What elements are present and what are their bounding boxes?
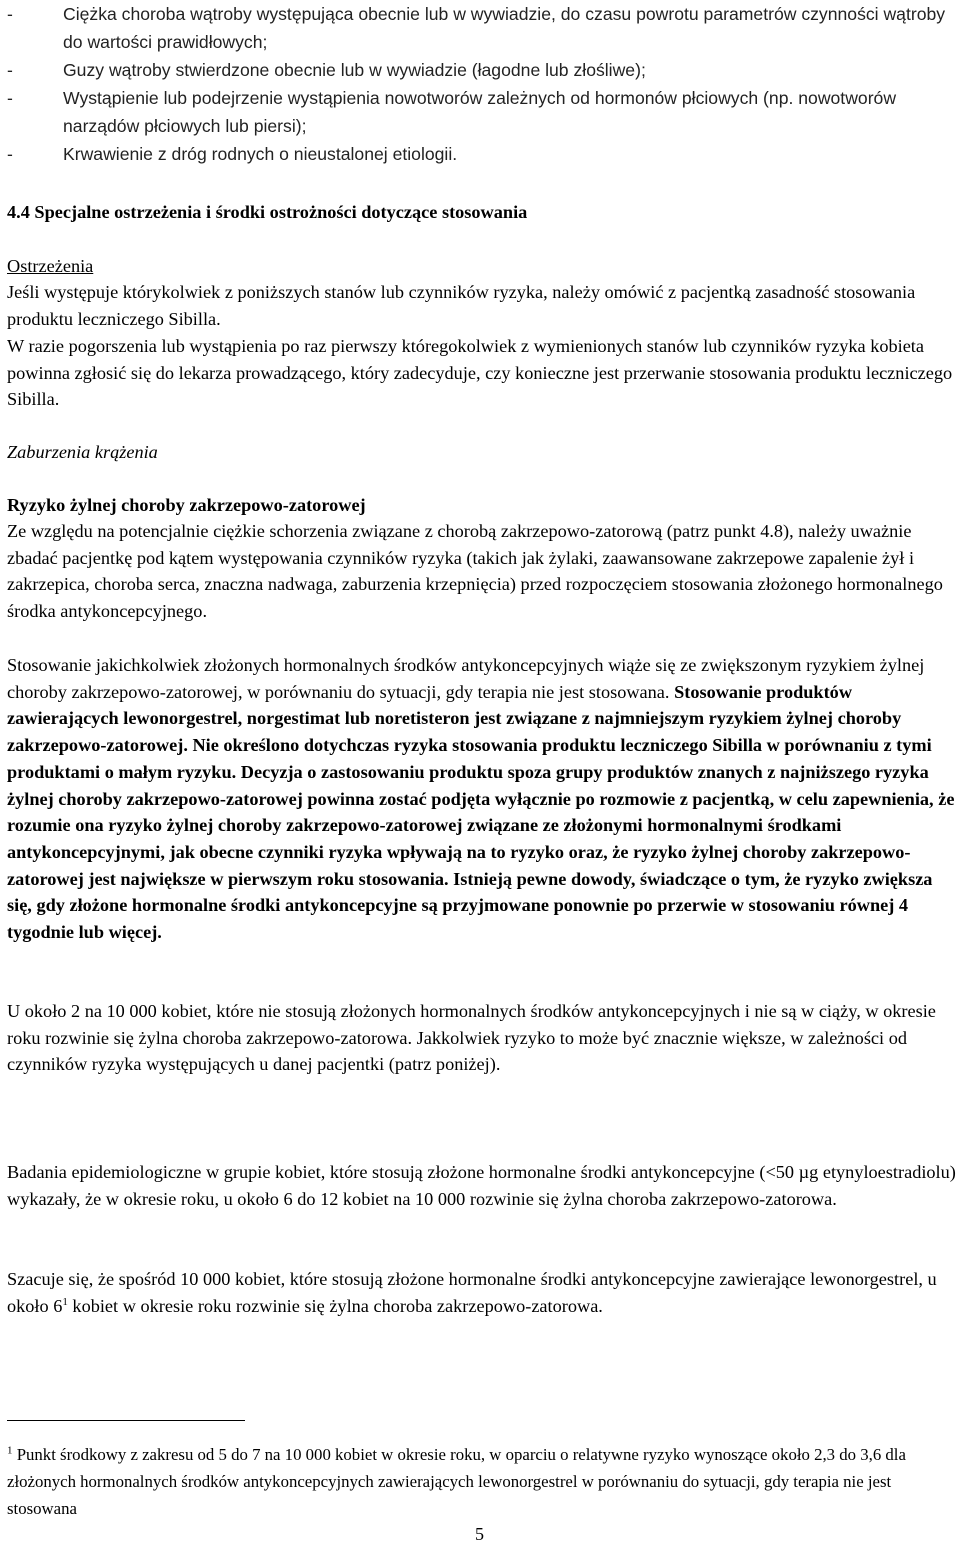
vte-paragraph-2-normal: Stosowanie jakichkolwiek złożonych hormonalnych środków antykoncepcyjnych wiąże się ze zwiększonym ryzykiem żylnej choroby zakrzepowo-zatorowej, w porównaniu do sytuacji, gdy terapia nie jest stosowana. bbox=[7, 655, 925, 702]
footnote-divider bbox=[7, 1420, 245, 1421]
list-item bbox=[7, 56, 957, 84]
list-item-text: Ciężka choroba wątroby występująca obecnie lub w wywiadzie, do czasu powrotu parametrów czynności wątroby do wartości prawidłowych; bbox=[63, 4, 946, 52]
dash-bullet: - bbox=[7, 4, 13, 24]
circulation-heading: Zaburzenia krążenia bbox=[7, 442, 158, 462]
vte-paragraph-5-before: Szacuje się, że spośród 10 000 kobiet, które stosują złożone hormonalne środki antykoncepcyjne zawierające lewonorgestrel, u około 6 bbox=[7, 1269, 937, 1316]
vte-paragraph-5-after: kobiet w okresie roku rozwinie się żylna choroba zakrzepowo-zatorowa. bbox=[67, 1295, 603, 1316]
vte-paragraph-1: Ze względu na potencjalnie ciężkie schorzenia związane z chorobą zakrzepowo-zatorową (patrz punkt 4.8), należy uważnie zbadać pacjentkę pod kątem występowania czynników ryzyka (takich jak żylaki, zaawansowane zakrzepowe zapalenie żył i zakrzepica, choroba serca, znaczna nadwaga, zaburzenia krzepnięcia) przed rozpoczęciem stosowania złożonego hormonalnego środka antykoncepcyjnego. bbox=[7, 521, 943, 622]
page-number: 5 bbox=[475, 1524, 484, 1544]
vte-paragraph-4: Badania epidemiologiczne w grupie kobiet, które stosują złożone hormonalne środki antykoncepcyjne (<50 µg etynyloestradiolu) wykazały, że w okresie roku, u około 6 do 12 kobiet na 10 000 rozwinie się żylna choroba zakrzepowo-zatorowa. bbox=[7, 1162, 956, 1209]
dash-bullet: - bbox=[7, 60, 13, 80]
vte-paragraph-2 bbox=[7, 652, 957, 946]
contraindications-list bbox=[7, 0, 957, 168]
dash-bullet: - bbox=[7, 88, 13, 108]
section-heading: 4.4 Specjalne ostrzeżenia i środki ostrożności dotyczące stosowania bbox=[7, 202, 528, 222]
list-item bbox=[7, 140, 957, 168]
vte-heading: Ryzyko żylnej choroby zakrzepowo-zatorowej bbox=[7, 495, 366, 515]
footnote-text: Punkt środkowy z zakresu od 5 do 7 na 10 000 kobiet w okresie roku, w oparciu o relatywne ryzyko wynoszące około 2,3 do 3,6 dla złożonych hormonalnych środków antykoncepcyjnych zawierających lewonorgestrel w porównaniu do sytuacji, gdy terapia nie jest stosowana bbox=[7, 1445, 906, 1518]
footnote-reference: 1 bbox=[62, 1295, 68, 1308]
list-item-text: Guzy wątroby stwierdzone obecnie lub w wywiadzie (łagodne lub złośliwe); bbox=[63, 60, 646, 80]
warnings-paragraph-2: W razie pogorszenia lub wystąpienia po raz pierwszy któregokolwiek z wymienionych stanów lub czynników ryzyka kobieta powinna zgłosić się do lekarza prowadzącego, który zadecyduje, czy konieczne jest przerwanie stosowania produktu leczniczego Sibilla. bbox=[7, 336, 953, 410]
list-item-text: Wystąpienie lub podejrzenie wystąpienia nowotworów zależnych od hormonów płciowych (np. nowotworów narządów płciowych lub piersi); bbox=[63, 88, 897, 136]
list-item-text: Krwawienie z dróg rodnych o nieustalonej etiologii. bbox=[63, 144, 458, 164]
footnote-marker: 1 bbox=[7, 1444, 13, 1457]
vte-paragraph-2-bold: Stosowanie produktów zawierających lewonorgestrel, norgestimat lub noretisteron jest związane z najmniejszym ryzykiem żylnej choroby zakrzepowo-zatorowej. Nie określono dotychczas ryzyka stosowania produktu leczniczego Sibilla w porównaniu z tymi produktami o małym ryzyku. Decyzja o zastosowaniu produktu spoza grupy produktów znanych z najniższego ryzyka żylnej choroby zakrzepowo-zatorowej powinna zostać podjęta wyłącznie po rozmowie z pacjentką, w celu zapewnienia, że rozumie ona ryzyko żylnej choroby zakrzepowo-zatorowej związane ze złożonymi hormonalnymi środkami antykoncepcyjnymi, jak obecne czynniki ryzyka wpływają na to ryzyko oraz, że ryzyko żylnej choroby zakrzepowo-zatorowej jest największe w pierwszym roku stosowania. Istnieją pewne dowody, świadczące o tym, że ryzyko zwiększa się, gdy złożone hormonalne środki antykoncepcyjne są przyjmowane ponownie po przerwie w stosowaniu równej 4 tygodnie lub więcej. bbox=[7, 681, 955, 943]
warnings-heading: Ostrzeżenia bbox=[7, 256, 94, 276]
dash-bullet: - bbox=[7, 144, 13, 164]
vte-paragraph-3: U około 2 na 10 000 kobiet, które nie stosują złożonych hormonalnych środków antykoncepcyjnych i nie są w ciąży, w okresie roku rozwinie się żylna choroba zakrzepowo-zatorowa. Jakkolwiek ryzyko to może być znacznie większe, w zależności od czynników ryzyka występujących u danej pacjentki (patrz poniżej). bbox=[7, 1001, 936, 1075]
list-item bbox=[7, 0, 957, 56]
footnote bbox=[7, 1441, 957, 1522]
vte-paragraph-5 bbox=[7, 1266, 957, 1319]
warnings-paragraph-1: Jeśli występuje którykolwiek z poniższych stanów lub czynników ryzyka, należy omówić z pacjentką zasadność stosowania produktu leczniczego Sibilla. bbox=[7, 282, 916, 329]
list-item bbox=[7, 84, 957, 140]
